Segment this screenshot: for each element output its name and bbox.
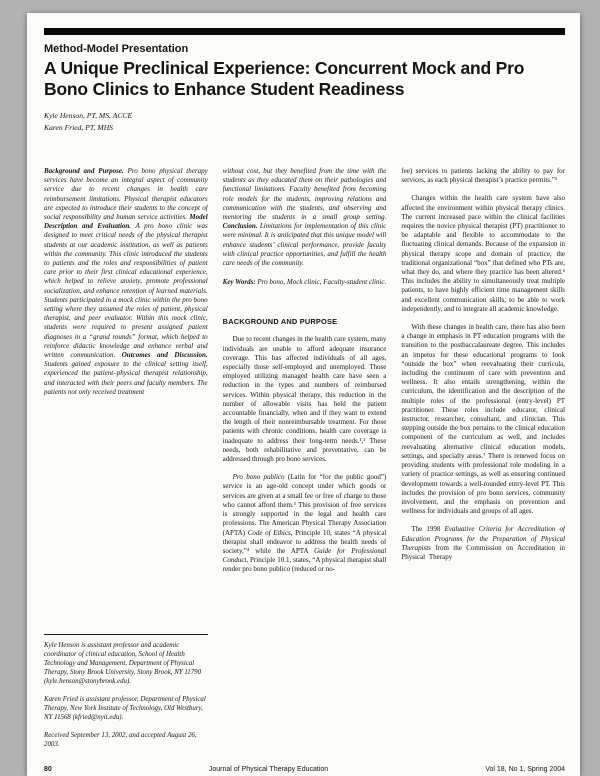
abstract-text-conclusion: Limitations for implementation of this clinic were minimal. It is anticipated that this unique model will enhance students’ clinical performance, provide faculty with clinical practice opportunities, and fulfill the health care needs of the community. [222,222,387,268]
italic-term-pro-bono-publico: Pro bono publico [232,473,285,482]
paragraph-evaluative-criteria [401,525,565,562]
paragraph-pt-education-changes: With these changes in health care, there has also been a change in emphasis in PT education programs with the transition to the postbaccalaureate degree. This includes an impetus for these educational programs to look “outside the box” when reevaluating their curricula, including the continuum of care with prevention and wellness. It also entails strengthening, within the curriculum, the identification and the description of the multiple roles of the professional (entry-level) PT practitioner. These roles include educator, clinical instructor, researcher, consultant, and clinician. This stepping outside the box pertains to the clinical education component of the curriculum as well, and includes reevaluating alternative clinical education models, settings, and specialty areas.⁷ There is renewed focus on providing students with professional role modeling in a variety of practice settings, as well as ensuring continued development towards a well-rounded entry-level PT. This includes the provision of pro bono services, community involvement, and the emphasis on prevention and wellness for individuals and groups of all ages. [401,323,565,516]
paragraph-text: The 1998 [411,525,445,534]
keywords-label: Key Words: [222,278,256,287]
received-accepted-dates: Received September 13, 2002, and accepted August 26, 2003. [44,732,197,748]
article-body [44,167,565,751]
abstract-text-model: A pro bono clinic was designed to meet critical needs of the physical therapist students at our academic institution, as well as patients within the community. This clinic introduced the students to patients and the roles and responsibilities of patient care prior to their first clinical educational experience, which helped to relieve anxiety, promote professional socialization, and enhance retention of learned materials. Students participated in a mock clinic within the pro bono setting where they assumed the roles of patient, physical therapist, and peer evaluator. Within this mock clinic, students were required to present assigned patient diagnoses in a “grand rounds” format, which helped to reinforce didactic knowledge and enhance verbal and written communication. [44,222,208,360]
affiliation-fried: Karen Fried is assistant professor, Department of Physical Therapy, New York Institute of Technology, Old Westbury, NY 11568 (kfried@nyit.edu). [44,696,206,721]
abstract-label-background: Background and Purpose. [44,167,124,175]
paragraph-background-1: Due to recent changes in the health care system, many individuals are unable to afford adequate insurance coverage. This has affected individuals of all ages, especially those self-employed and unemployed. Those employed utilizing managed health care have seen a reduction in the types and numbers of reimbursed services. Within physical therapy, this reduction in the number of allowable visits has held the patient accountable financially, when and if they want to extend the length of their nonreimbursable treatment. For those patients with chronic conditions, health care coverage is inadequate to address their long-term needs.¹,² These needs, both rehabilitative and preventative, can be addressed through pro bono services. [222,335,387,464]
abstract-text-outcomes: Students gained exposure to the clinical setting itself, experienced the patient–physical therapist relationship, and interacted with their peers and faculty members. The patients not only received treatment [44,360,208,396]
column-right [401,167,565,751]
italic-term-guide-professional-conduct: Guide for Professional Conduct [222,546,387,565]
column-left [44,167,208,751]
paragraph-continued-from-middle: fee) services to patients lacking the ability to pay for services, as each physical therapist’s practice permits.”⁵ [401,167,565,185]
abstract-part-1 [44,167,208,397]
author-list [44,110,565,134]
section-heading-background-purpose: BACKGROUND AND PURPOSE [222,317,338,327]
header-bar [44,28,565,35]
author-name-1: Kyle Henson, PT, MS, ACCE [44,111,133,120]
section-label: Method-Model Presentation [44,43,189,55]
abstract-text-background: Pro bono physical therapy services have become an integral aspect of community service due to recent changes in health care reimbursement limitations. Physical therapist educators are expected to introduce their students to the concept of social responsibility and human service activities. [44,167,208,222]
paragraph-health-care-changes: Changes within the health care system have also affected the environment within physical therapy clinics. The current increased pace within the clinical facilities requires the novice physical therapist (PT) practitioner to be adaptable and flexible to accommodate to the fluctuating clinical demands. Because of the expansion in physical therapy scope and domain of practice, the traditional organizational “box” that defined who PTs are, what they do, and where they practice has been altered.⁶ This includes the ability to simultaneously treat multiple patients, to have highly efficient time management skills and excellent communication skills, to be able to work independently, and to integrate all academic knowledge. [401,194,565,313]
author-affiliations [44,634,208,751]
italic-term-evaluative-criteria: Evaluative Criteria for Accreditation of Education Programs for the Preparation of Physical Therapists [401,525,565,552]
paragraph-text: , Principle 10.1, states, “A physical therapist shall render pro bono publico (reduced or no- [222,556,387,574]
affiliation-henson: Kyle Henson is assistant professor and academic coordinator of clinical education, School of Health Technology and Management, Department of Physical Therapy, Stony Brook University, Stony Brook, NY 11790 (kyle.henson@stonybrook.edu). [44,642,202,685]
paragraph-text: , Principle 10, states “A physical therapist shall endeavor to address the health needs of society,”⁴ while the APTA [222,528,387,555]
paragraph-background-2 [223,473,387,574]
paragraph-text: from the Commission on Accreditation in Physical Therapy [401,543,565,561]
author-name-2: Karen Fried, PT, MHS [44,123,113,132]
keywords-text: Pro bono, Mock clinic, Faculty-student clinic. [255,278,387,287]
abstract-part-2 [223,167,387,268]
keywords-block [223,278,387,287]
article-title: A Unique Preclinical Experience: Concurrent Mock and Pro Bono Clinics to Enhance Student Readiness [44,58,525,99]
abstract-label-model: Model Description and Evaluation. [44,213,208,231]
italic-term-code-of-ethics: Code of Ethics [247,528,291,537]
paragraph-text: (Latin for “for the public good”) service is an age-old concept under which goods or services are given at a small fee or free of charge to those who cannot afford them.³ This provision of free services is strongly supported in the legal and health care professions. The American Physical Therapy Association (APTA) [222,473,387,537]
page-number: 80 [44,766,52,773]
abstract-text-outcomes-continued: without cost, but they benefited from the time with the students as they educated them on their pathologies and functional limitations. Faculty benefited from becoming role models for the students, improving relations and communication with the students, and observing and mentoring the students in a small group setting. [222,167,387,222]
column-middle [223,167,387,751]
abstract-label-outcomes: Outcomes and Discussion. [121,351,208,360]
abstract-label-conclusion: Conclusion. [222,222,258,231]
volume-issue-info: Vol 18, No 1, Spring 2004 [485,766,565,773]
journal-name: Journal of Physical Therapy Education [208,766,329,773]
page-footer [44,766,565,773]
paper-page [27,13,580,776]
